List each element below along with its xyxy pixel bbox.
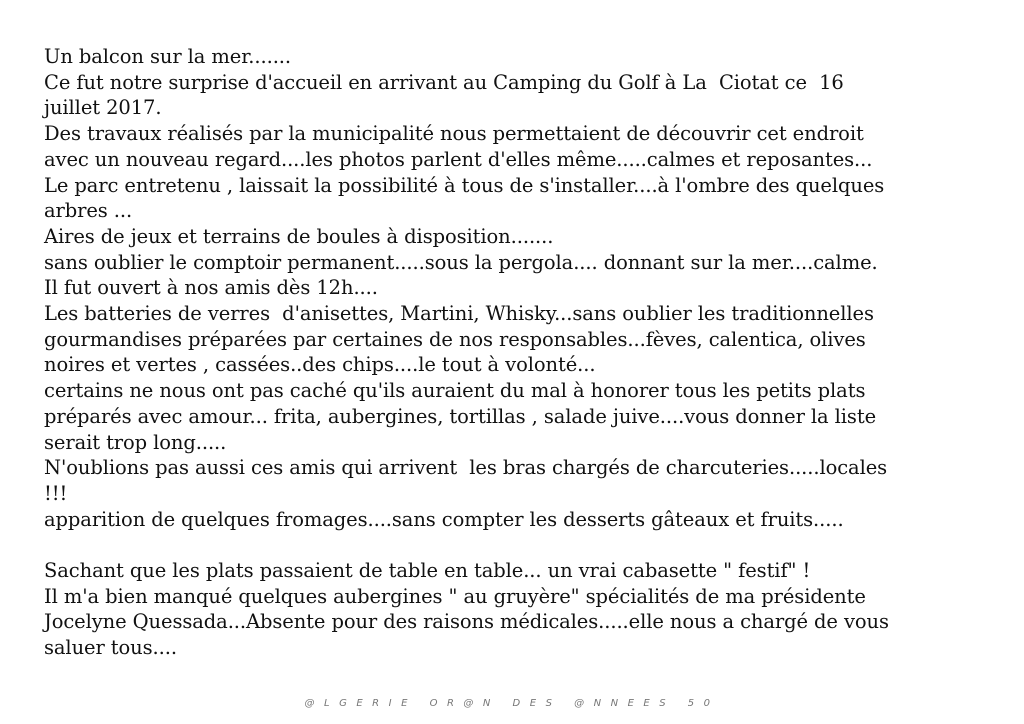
text-line: Des travaux réalisés par la municipalité nous permettaient de découvrir cet endroit (44, 122, 864, 146)
text-line: sans oublier le comptoir permanent.....sous la pergola.... donnant sur la mer....calme. (44, 250, 878, 274)
text-line: Ce fut notre surprise d'accueil en arrivant au Camping du Golf à La Ciotat ce 16 (44, 70, 844, 94)
text-line: préparés avec amour... frita, aubergines, tortillas , salade juive....vous donner la liste (44, 404, 877, 428)
text-line: arbres ... (44, 199, 133, 223)
text-line: Sachant que les plats passaient de table en table... un vrai cabasette " festif" ! (44, 559, 811, 583)
text-line: Les batteries de verres d'anisettes, Martini, Whisky...sans oublier les traditionnelles (44, 302, 874, 326)
text-line: Il fut ouvert à nos amis dès 12h.... (44, 276, 378, 300)
text-line: saluer tous.... (44, 636, 177, 660)
text-line: Le parc entretenu , laissait la possibilité à tous de s'installer....à l'ombre des quelques (44, 173, 885, 197)
text-line: noires et vertes , cassées..des chips....le tout à volonté... (44, 353, 596, 377)
body-text (44, 44, 1004, 661)
footer-watermark: @LGERIE OR@N DES @NNEES 50 (304, 698, 720, 709)
text-line: avec un nouveau regard....les photos parlent d'elles même.....calmes et reposantes... (44, 147, 873, 171)
text-line: N'oublions pas aussi ces amis qui arrivent les bras chargés de charcuteries.....locales (44, 456, 888, 480)
blank-line (44, 532, 1004, 558)
text-line: Un balcon sur la mer....... (44, 45, 292, 68)
text-line: Jocelyne Quessada...Absente pour des raisons médicales.....elle nous a chargé de vous (44, 610, 889, 634)
text-line: gourmandises préparées par certaines de nos responsables...fèves, calentica, olives (44, 327, 866, 351)
text-line: !!! (44, 481, 68, 505)
text-line: certains ne nous ont pas caché qu'ils auraient du mal à honorer tous les petits plats (44, 379, 866, 403)
text-line: apparition de quelques fromages....sans compter les desserts gâteaux et fruits..... (44, 507, 844, 531)
text-line: serait trop long..... (44, 430, 227, 454)
text-line: Aires de jeux et terrains de boules à disposition....... (44, 224, 554, 248)
text-line: juillet 2017. (44, 96, 162, 120)
text-line: Il m'a bien manqué quelques aubergines " au gruyère" spécialités de ma présidente (44, 584, 866, 608)
